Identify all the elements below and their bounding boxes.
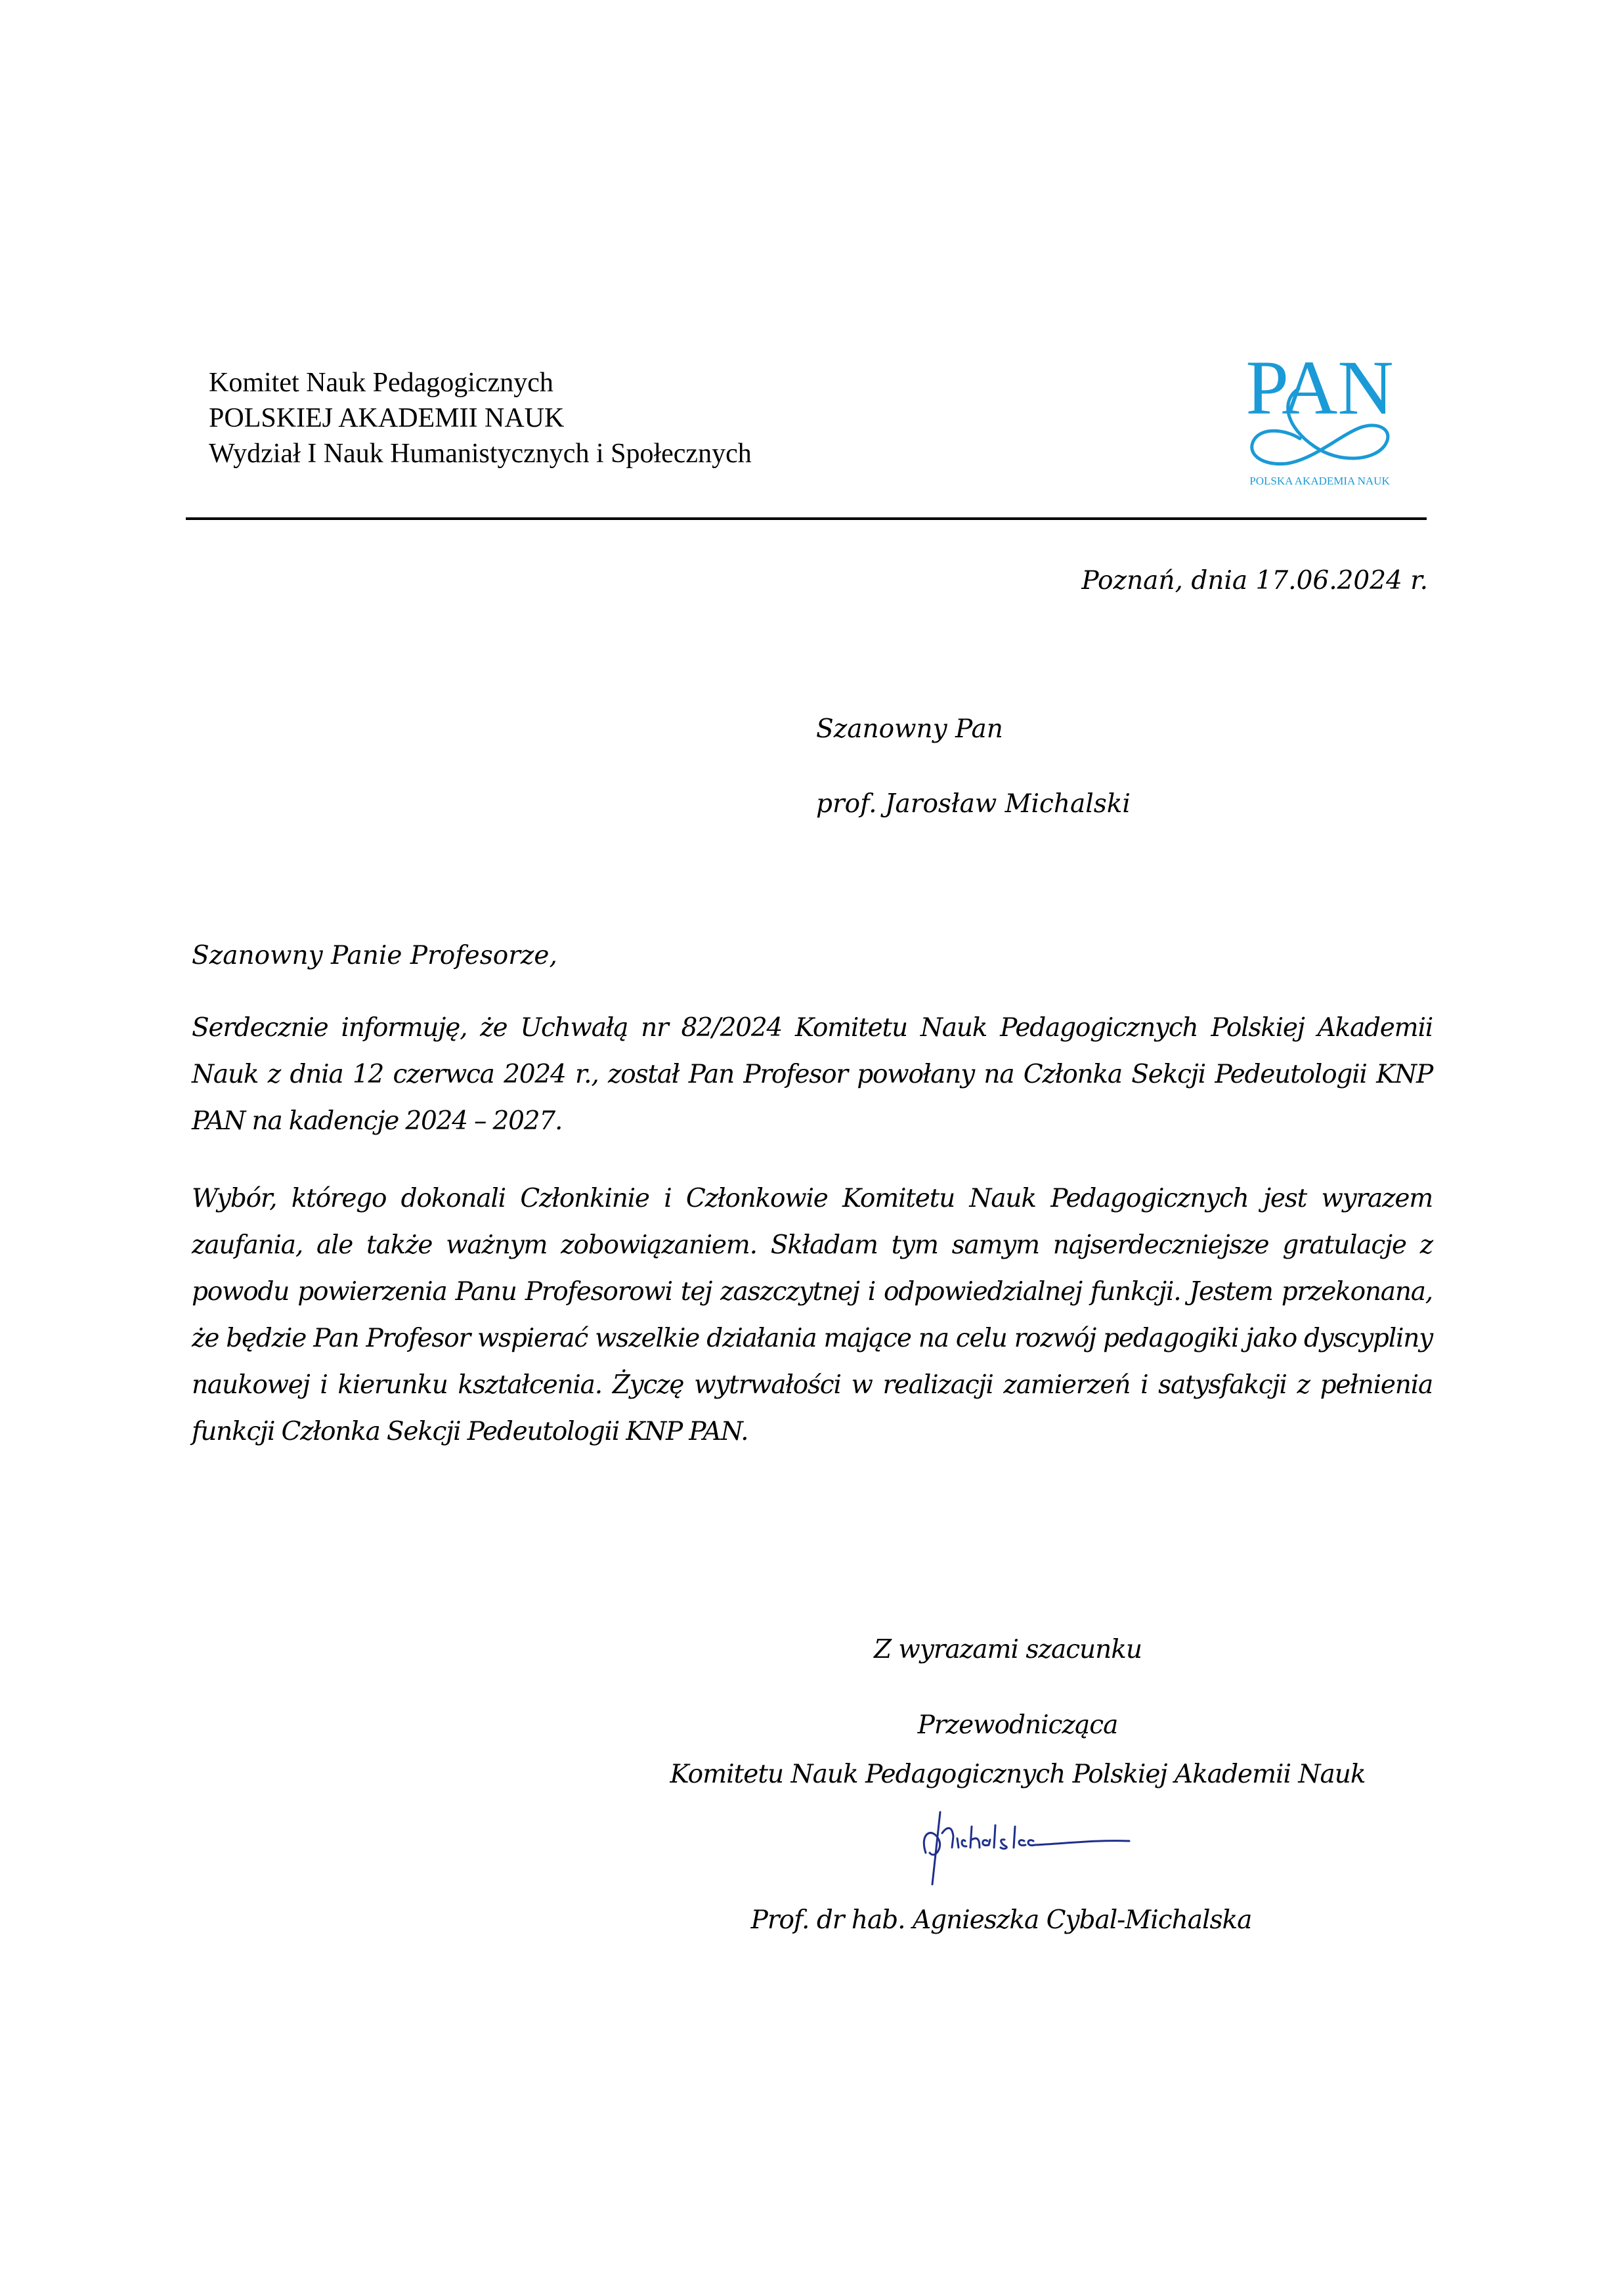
addressee-salutation: Szanowny Pan bbox=[816, 714, 1003, 744]
greeting: Szanowny Panie Profesorze, bbox=[192, 941, 557, 970]
body-paragraph-congratulations: Wybór, którego dokonali Członkinie i Członkowie Komitetu Nauk Pedagogicznych jest wyrazem zaufania, ale także ważnym zobowiązaniem. Składam tym samym najserdeczniejsze gratulacje z powodu powierzenia Panu Profesorowi tej zaszczytnej i odpowiedzialnej funkcji. Jestem przekonana, że będzie Pan Profesor wspierać wszelkie działania mające na celu rozwój pedagogiki jako dyscypliny naukowej i kierunku kształcenia. Życzę wytrwałości w realizacji zamierzeń i satysfakcji z pełnienia funkcji Członka Sekcji Pedeutologii KNP PAN. bbox=[192, 1184, 1433, 1446]
closing-title: Przewodnicząca bbox=[917, 1710, 1118, 1740]
addressee-name: prof. Jarosław Michalski bbox=[816, 789, 1131, 819]
letterhead-committee: Komitet Nauk Pedagogicznych bbox=[209, 368, 553, 398]
signer-name: Prof. dr hab. Agnieszka Cybal-Michalska bbox=[750, 1905, 1252, 1935]
closing-organization: Komitetu Nauk Pedagogicznych Polskiej Akademii Nauk bbox=[670, 1760, 1366, 1789]
closing-regards: Z wyrazami szacunku bbox=[873, 1635, 1142, 1664]
logo-caption: POLSKA AKADEMIA NAUK bbox=[1249, 475, 1390, 487]
body-paragraph-appointment: Serdecznie informuję, że Uchwałą nr 82/2024 Komitetu Nauk Pedagogicznych Polskiej Akademii Nauk z dnia 12 czerwca 2024 r., został Pan Profesor powołany na Członka Sekcji Pedeutologii KNP PAN na kadencje 2024 – 2027. bbox=[192, 1013, 1433, 1136]
pan-logo-icon bbox=[1234, 348, 1405, 492]
handwritten-signature-icon bbox=[906, 1807, 1142, 1886]
date-line: Poznań, dnia 17.06.2024 r. bbox=[1081, 566, 1428, 596]
letterhead bbox=[209, 365, 752, 471]
letterhead-division: Wydział I Nauk Humanistycznych i Społecznych bbox=[209, 439, 752, 469]
letterhead-academy: POLSKIEJ AKADEMII NAUK bbox=[209, 403, 565, 433]
logo-wordmark: PAN bbox=[1245, 348, 1394, 431]
letterhead-divider bbox=[186, 517, 1427, 520]
